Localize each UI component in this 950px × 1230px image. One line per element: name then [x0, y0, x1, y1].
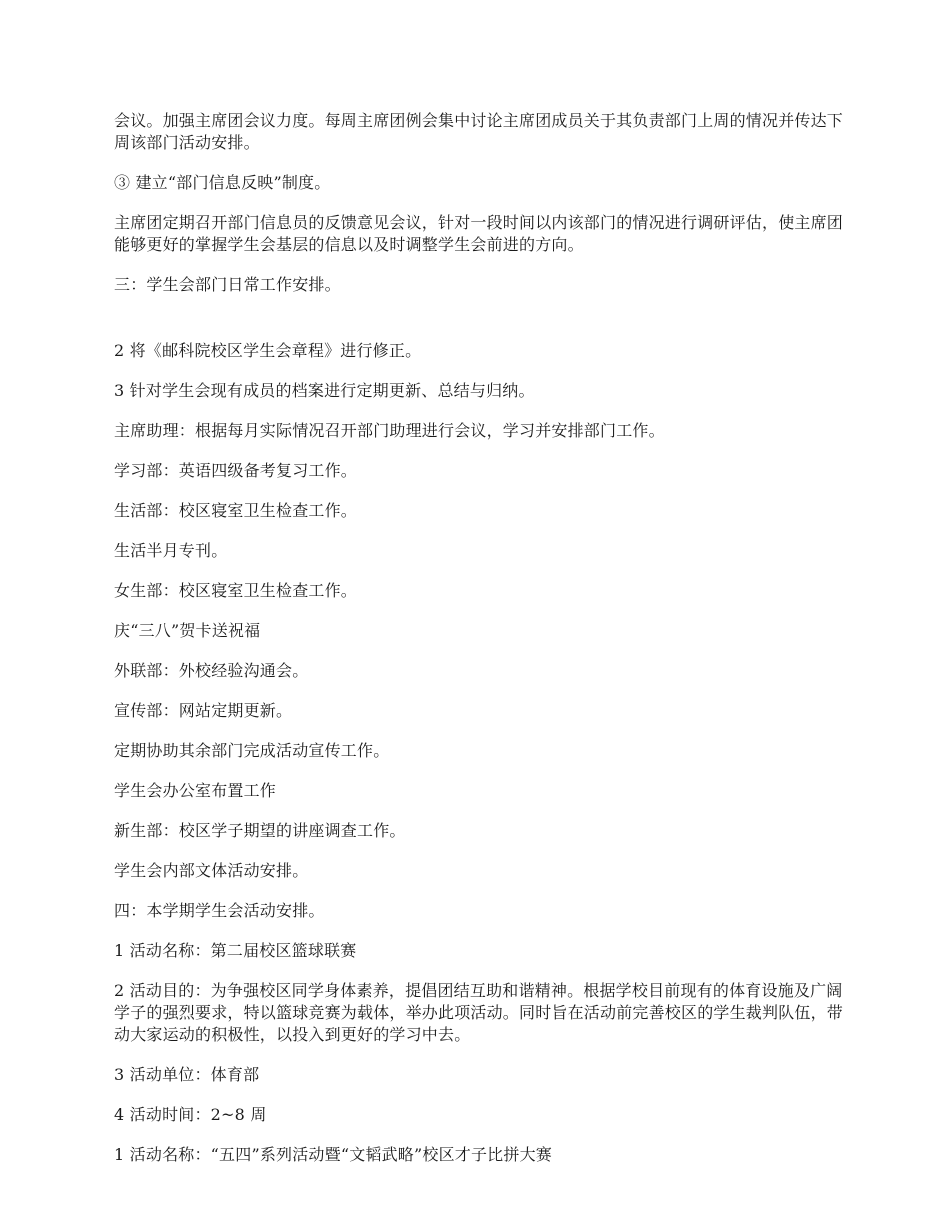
paragraph-activity-time: 4 活动时间：2~8 周 [114, 1105, 267, 1124]
paragraph-publicity-assist: 定期协助其余部门完成活动宣传工作。 [114, 741, 390, 760]
paragraph-study-dept: 学习部：英语四级备考复习工作。 [114, 461, 358, 480]
paragraph-charter-revision: 2 将《邮科院校区学生会章程》进行修正。 [114, 341, 422, 360]
paragraph-external-dept: 外联部：外校经验沟通会。 [114, 661, 309, 680]
paragraph-archive-update: 3 针对学生会现有成员的档案进行定期更新、总结与归纳。 [114, 381, 535, 400]
paragraph-life-magazine: 生活半月专刊。 [114, 541, 228, 560]
paragraph-meeting: 会议。加强主席团会议力度。每周主席团例会集中讨论主席团成员关于其负责部门上周的情况并传达下周该部门活动安排。 [114, 111, 844, 152]
heading-section-three: 三：学生会部门日常工作安排。 [114, 275, 341, 294]
heading-section-four: 四：本学期学生会活动安排。 [114, 901, 325, 920]
paragraph-freshman-dept: 新生部：校区学子期望的讲座调查工作。 [114, 821, 406, 840]
document-page [114, 110, 844, 1184]
paragraph-female-dept: 女生部：校区寝室卫生检查工作。 [114, 581, 358, 600]
paragraph-feedback-system: ③ 建立“部门信息反映”制度。 [114, 173, 331, 192]
paragraph-activity-unit: 3 活动单位：体育部 [114, 1065, 260, 1084]
paragraph-office-setup: 学生会办公室布置工作 [114, 781, 277, 800]
paragraph-life-dept: 生活部：校区寝室卫生检查工作。 [114, 501, 358, 520]
paragraph-feedback-meeting: 主席团定期召开部门信息员的反馈意见会议，针对一段时间以内该部门的情况进行调研评估，使主席团能够更好的掌握学生会基层的信息以及时调整学生会前进的方向。 [114, 213, 844, 254]
paragraph-activity-name-may-fourth: 1 活动名称：“五四”系列活动暨“文韬武略”校区才子比拼大赛 [114, 1145, 552, 1164]
paragraph-womens-day: 庆“三八”贺卡送祝福 [114, 621, 261, 640]
paragraph-activity-purpose: 2 活动目的：为争强校区同学身体素养，提倡团结互助和谐精神。根据学校目前现有的体育设施及广阔学子的强烈要求，特以篮球竞赛为载体，举办此项活动。同时旨在活动前完善校区的学生裁判队伍，带动大家运动的积极性，以投入到更好的学习中去。 [114, 981, 844, 1044]
paragraph-chair-assistant: 主席助理：根据每月实际情况召开部门助理进行会议，学习并安排部门工作。 [114, 421, 665, 440]
paragraph-activity-name-basketball: 1 活动名称：第二届校区篮球联赛 [114, 941, 357, 960]
paragraph-publicity-dept: 宣传部：网站定期更新。 [114, 701, 293, 720]
paragraph-internal-activities: 学生会内部文体活动安排。 [114, 861, 309, 880]
